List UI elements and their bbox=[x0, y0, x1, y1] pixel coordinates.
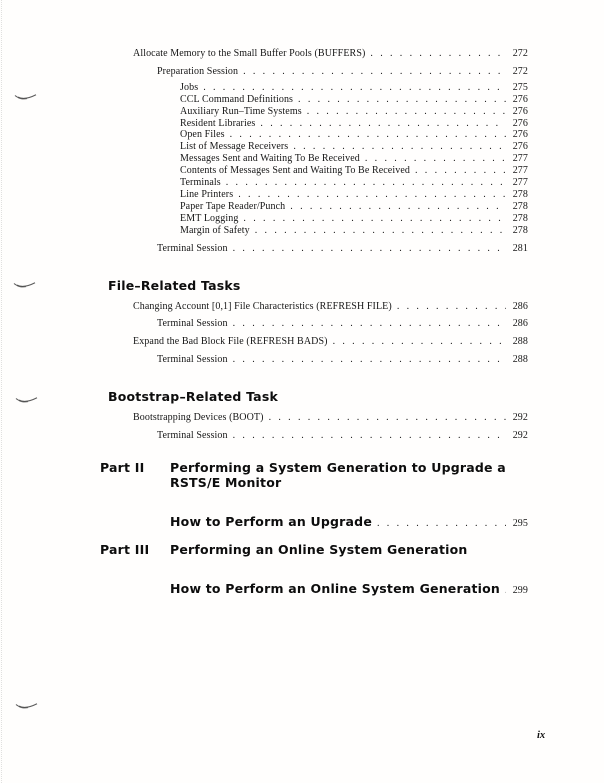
toc-entry-label: Auxiliary Run–Time Systems bbox=[180, 105, 302, 117]
toc-entry bbox=[180, 141, 528, 153]
section-heading: Bootstrap–Related Task bbox=[108, 389, 278, 405]
toc-entry-page: 276 bbox=[512, 129, 528, 141]
dot-leader bbox=[230, 129, 506, 141]
toc-entry-page: 278 bbox=[512, 200, 528, 212]
dot-leader bbox=[333, 336, 506, 348]
dot-leader bbox=[243, 213, 506, 225]
toc-entry-label: List of Message Receivers bbox=[180, 141, 289, 153]
toc-entry-page: 275 bbox=[512, 81, 528, 93]
toc-entry-page: 278 bbox=[512, 188, 528, 200]
toc-entry-page: 277 bbox=[512, 177, 528, 189]
toc-entry bbox=[180, 118, 528, 130]
dot-leader bbox=[365, 153, 506, 165]
toc-entry-page: 276 bbox=[512, 141, 528, 153]
part-title: Performing a System Generation to Upgrade a RSTS/E Monitor bbox=[170, 459, 506, 490]
toc-entry-label: Preparation Session bbox=[157, 65, 239, 77]
toc-entry-label: Terminals bbox=[180, 177, 221, 189]
dot-leader bbox=[255, 225, 506, 237]
part-label: Part III bbox=[100, 541, 150, 557]
toc-entry bbox=[157, 318, 528, 330]
toc-entry bbox=[180, 213, 528, 225]
dot-leader bbox=[397, 301, 506, 313]
dot-leader bbox=[298, 94, 506, 106]
dot-leader bbox=[260, 118, 506, 130]
toc-entry-page: 276 bbox=[512, 117, 528, 129]
dot-leader bbox=[290, 201, 506, 213]
toc-entry bbox=[180, 106, 528, 118]
toc-entry bbox=[180, 177, 528, 189]
toc-entry-page: 288 bbox=[512, 336, 528, 348]
toc-entry-label: Line Printers bbox=[180, 188, 234, 200]
dot-leader bbox=[377, 518, 506, 530]
part-title: Performing an Online System Generation bbox=[170, 541, 468, 557]
toc-entry-page: 277 bbox=[512, 165, 528, 177]
toc-entry-page: 272 bbox=[512, 65, 528, 77]
toc-entry bbox=[180, 201, 528, 213]
toc-entry-label: Resident Libraries bbox=[180, 117, 256, 129]
dot-leader bbox=[370, 48, 506, 60]
scan-squiggle-mark bbox=[13, 280, 37, 290]
toc-entry-page: 292 bbox=[512, 412, 528, 424]
toc-entry-page: 295 bbox=[512, 517, 528, 529]
toc-entry-label: How to Perform an Online System Generation bbox=[170, 580, 501, 596]
part-label: Part II bbox=[100, 459, 145, 475]
toc-entry-label: Paper Tape Reader/Punch bbox=[180, 200, 286, 212]
toc-entry-label: Bootstrapping Devices (BOOT) bbox=[133, 412, 264, 424]
toc-entry bbox=[180, 129, 528, 141]
toc-entry bbox=[133, 412, 528, 424]
toc-entry bbox=[180, 189, 528, 201]
dot-leader bbox=[233, 243, 506, 255]
part-row bbox=[100, 542, 528, 557]
dot-leader bbox=[415, 165, 506, 177]
page-number: ix bbox=[537, 730, 546, 741]
toc-entry-label: Messages Sent and Waiting To Be Received bbox=[180, 153, 360, 165]
part-row bbox=[100, 460, 528, 490]
toc-entry-label: Expand the Bad Block File (REFRESH BADS) bbox=[133, 336, 328, 348]
toc-entry bbox=[180, 82, 528, 94]
scan-squiggle-mark bbox=[14, 92, 38, 102]
toc-entry-label: Margin of Safety bbox=[180, 224, 250, 236]
scan-squiggle-mark bbox=[15, 701, 39, 711]
toc-entry-page: 286 bbox=[512, 300, 528, 312]
toc-entry-page: 292 bbox=[512, 430, 528, 442]
dot-leader bbox=[226, 177, 506, 189]
toc-entry-page: 276 bbox=[512, 93, 528, 105]
toc-entry-label: Changing Account [0,1] File Characteristics (REFRESH FILE) bbox=[133, 300, 392, 312]
toc-entry-label: Allocate Memory to the Small Buffer Pools (BUFFERS) bbox=[133, 48, 366, 59]
toc-entry-label: Contents of Messages Sent and Waiting To Be Received bbox=[180, 165, 410, 177]
toc-entry bbox=[133, 336, 528, 348]
dot-leader bbox=[233, 430, 506, 442]
toc-entry bbox=[170, 580, 528, 597]
toc-entry bbox=[133, 48, 528, 60]
toc-entry-page: 272 bbox=[512, 48, 528, 59]
toc-entry bbox=[157, 354, 528, 366]
toc-entry bbox=[133, 301, 528, 313]
toc-entry-label: Terminal Session bbox=[157, 318, 228, 330]
toc-entry-label: Jobs bbox=[180, 81, 199, 93]
toc-entry-page: 277 bbox=[512, 153, 528, 165]
dot-leader bbox=[293, 141, 506, 153]
toc-entry bbox=[180, 94, 528, 106]
dot-leader bbox=[505, 585, 506, 597]
section-heading: File–Related Tasks bbox=[108, 277, 241, 293]
toc-entry bbox=[180, 165, 528, 177]
toc-entry-page: 276 bbox=[512, 105, 528, 117]
dot-leader bbox=[238, 189, 506, 201]
toc-entry-page: 278 bbox=[512, 212, 528, 224]
toc-entry bbox=[170, 513, 528, 530]
toc-entry-page: 288 bbox=[512, 354, 528, 366]
toc-entry-label: Terminal Session bbox=[157, 430, 228, 442]
scan-squiggle-mark bbox=[15, 395, 39, 405]
dot-leader bbox=[243, 66, 506, 78]
toc-entry bbox=[180, 153, 528, 165]
toc-entry-label: Terminal Session bbox=[157, 354, 228, 366]
toc-entry bbox=[157, 66, 528, 78]
toc-entry-label: CCL Command Definitions bbox=[180, 93, 294, 105]
dot-leader bbox=[203, 82, 506, 94]
toc-entry-page: 281 bbox=[512, 242, 528, 254]
dot-leader bbox=[233, 354, 506, 366]
toc-entry-label: Open Files bbox=[180, 129, 225, 141]
dot-leader bbox=[307, 106, 506, 118]
toc-entry-page: 286 bbox=[512, 318, 528, 330]
dot-leader bbox=[233, 318, 506, 330]
toc-entry-label: How to Perform an Upgrade bbox=[170, 513, 372, 529]
toc-entry bbox=[180, 225, 528, 237]
toc-entry bbox=[157, 243, 528, 255]
toc-entry-label: EMT Logging bbox=[180, 212, 239, 224]
dot-leader bbox=[269, 412, 506, 424]
toc-entry-label: Terminal Session bbox=[157, 242, 228, 254]
toc-entry-page: 299 bbox=[512, 584, 528, 596]
toc-entry-page: 278 bbox=[512, 224, 528, 236]
toc-entry bbox=[157, 430, 528, 442]
